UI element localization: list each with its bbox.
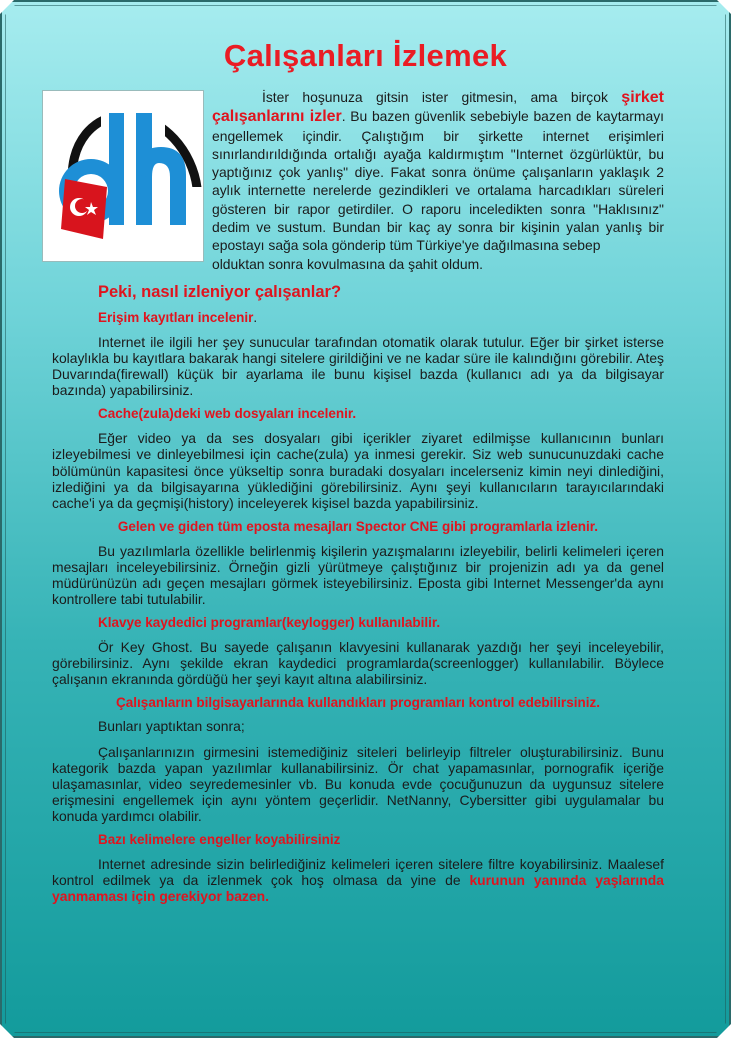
subheading-cache: Cache(zula)deki web dosyaları incelenir.	[98, 406, 357, 422]
subheading-keylogger: Klavye kaydedici programlar(keylogger) kullanılabilir.	[98, 615, 441, 631]
subheading-programs: Çalışanların bilgisayarlarında kullandıkları programları kontrol edebilirsiniz.	[116, 695, 600, 711]
closing-red-text: kurunun yanında yaşlarında yanmaması için gerekiyor bazen.	[52, 872, 664, 905]
paragraph-keylogger: Ör Key Ghost. Bu sayede çalışanın klavyesini kullanarak yazdığı her şeyi inceleyebilir, görebilirsiniz. Aynı şekilde ekran kaydedici programlarda(screenlogger) kullanılabilir. Böylece çalışanın ekranında gördüğü her şeyi kayıt altına alabilirsiniz.	[52, 639, 664, 688]
intro-block	[52, 88, 664, 273]
intro-paragraph	[52, 88, 664, 255]
page-title: Çalışanları İzlemek	[223, 38, 508, 73]
paragraph-programs: Çalışanlarınızın girmesini istemediğiniz siteleri belirleyip filtreler oluşturabilirsiniz. Bunu kategorik bazda yapan yazılımlar kullanabilirsiniz. Ör chat yapamasınlar, pornografik içeriğe ulaşamasınlar, video seyredemesinler vb. Bu konuda evde çocuğunuzun da uygunsuz sitelere erişmesini engellemek için aynı yöntem geçerlidir. NetNanny, Cybersitter gibi uygulamalar bu konuda yardımcı olabilir.	[52, 743, 664, 824]
section-heading: Peki, nasıl izleniyor çalışanlar?	[98, 282, 342, 301]
intro-text-2: . Bu bazen güvenlik sebebiyle bazen de kaytarmayı engellemek içindir. Çalıştığım bir şirkette internet erişimleri sınırlandırıldığında ortalığı ayağa kaldırmıştım "Internet özgürlüktür, bu yaptığınız çok yanlış" diye. Fakat sonra önüme çalışanların yaklaşık 2 aylık internette nerelerde gezindikleri ve ortalama harcadıkları süreleri gösteren bir rapor getirdiler. O raporu inceledikten sonra "Haklısınız" dedim ve sustum. Bundan bir kaç ay sonra bir kişinin yalan yanlış bir epostayı sağa sola gönderip tüm Türkiye'ye dağılmasına sebep	[212, 108, 665, 254]
paragraph-cache: Eğer video ya da ses dosyaları gibi içerikler ziyaret edilmişse kullanıcının bunları izleyebilmesi ve dinleyebilmesi için cache(zula) ya inmesi gerekir. Siz web sunucunuzdaki cache bölümünün kapasitesi önce yükseltip sonra buradaki dosyaları incelerseniz kimin neyi dinlediğini, izlediğini ya da bilgisayarına yüklediğini görebilirsiniz. Aynı şeyi kullanıcıların tarayıcılarındaki cache'i ya da geçmişi(history) inceleyerek kişisel bazda yapabilirsiniz.	[52, 430, 664, 511]
subheading-email: Gelen ve giden tüm eposta mesajları Spector CNE gibi programlarla izlenir.	[117, 518, 599, 534]
subheading-keywords: Bazı kelimelere engeller koyabilirsiniz	[98, 832, 341, 848]
article	[52, 88, 664, 904]
intro-last-line: olduktan sonra kovulmasına da şahit oldum.	[212, 255, 484, 272]
paragraph-keywords: Internet adresinde sizin belirlediğiniz kelimeleri içeren sitelere filtre koyabilirsiniz. Maalesef kontrol edilmek ya da izlenmek çok hoş olmasa da yine de kurunun yanında yaşlarında yanmaması için gerekiyor bazen.	[52, 856, 664, 905]
subheading-access-logs: Erişim kayıtları incelenir.	[98, 309, 258, 325]
paragraph-after-this: Bunları yaptıktan sonra;	[98, 718, 245, 735]
paragraph-email: Bu yazılımlarla özellikle belirlenmiş kişilerin yazışmalarını izleyebilir, belirli kelimeleri içeren mesajları inceleyebilirsiniz. Örneğin gizli yürütmeye çalıştığınız bir projenizin adı ya da genel müdürünüzün adı geçen mesajları görmek isteyebilirsiniz. Eposta gibi Internet Messenger'da aynı kontrollere tabi tutulabilir.	[52, 542, 664, 608]
intro-text-1: İster hoşunuza gitsin ister gitmesin, ama birçok	[262, 89, 622, 105]
intro-highlight: şirket çalışanlarını izler	[212, 89, 664, 126]
paragraph-access-logs: Internet ile ilgili her şey sunucular tarafından otomatik olarak tutulur. Eğer bir şirket isterse kolaylıkla bu kayıtlara bakarak hangi sitelere girildiğini ve ne kadar süre ile kalındığını görebilir. Ateş Duvarında(firewall) küçük bir ayarlama ile bunu kişisel bazda (kullanıcı adı ya da bilgisayar bazında) yapabilirsiniz.	[52, 333, 664, 399]
